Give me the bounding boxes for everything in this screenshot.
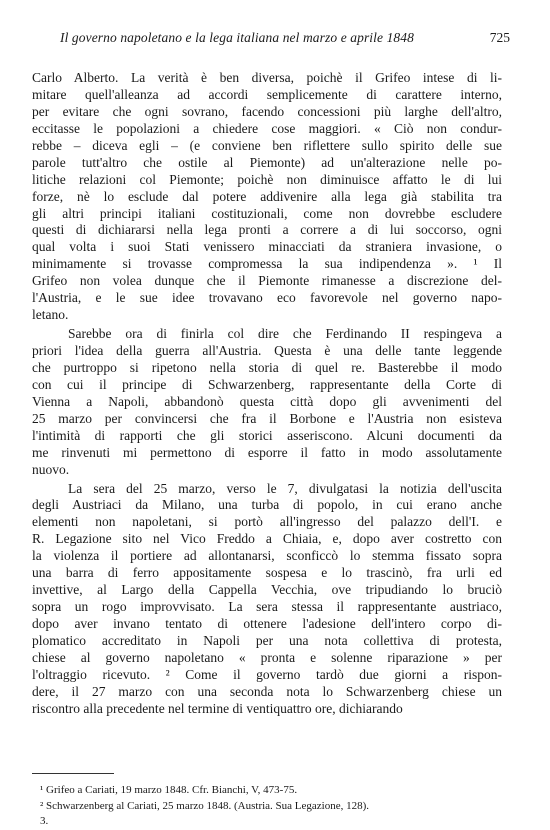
- text-line: nuovo.: [32, 461, 70, 477]
- text-line: me rinvenuti mi permettono di esporre il fatto in modo assolutamente: [32, 444, 502, 460]
- text-line: parole tutt'altro che ostile al Piemonte) ad un'alterazione nelle po-: [32, 154, 502, 170]
- text-line: gli altri principi italiani costituzionali, come non dovrebbe escludere: [32, 205, 502, 221]
- footnote-rule: [32, 773, 114, 774]
- text-line: R. Legazione sito nel Vico Freddo a Chiaia, e, dopo aver costretto con: [32, 531, 502, 547]
- text-line: Vienna a Napoli, abbandonò questa città dopo gli avvenimenti del: [32, 393, 502, 409]
- text-line: mitare quell'alleanza ad accordi semplicemente di carattere interno,: [32, 86, 502, 102]
- text-line: dopo aver invano tentato di ottenere l'adesione dell'intero corpo di-: [32, 616, 502, 631]
- text-line: questi di dichiararsi nella lega pronti a correre a di lui soccorso, ogni: [32, 222, 502, 238]
- text-line: Carlo Alberto. La verità è ben diversa, poichè il Grifeo intese di li-: [32, 70, 502, 85]
- text-line: sopra un rogo improvvisato. La sera stessa il rappresentante austriaco,: [32, 599, 502, 615]
- signature-mark: 3.: [40, 815, 49, 827]
- text-line: chiese al governo napoletano « pronta e solenne riparazione » per: [32, 649, 502, 665]
- header-title: Il governo napoletano e la lega italiana nel marzo e aprile 1848: [60, 30, 414, 45]
- footnote-1: ¹ Grifeo a Cariati, 19 marzo 1848. Cfr. Bianchi, V, 473-75.: [40, 784, 298, 796]
- text-line: con cui il principe di Schwarzenberg, rappresentante della Corte di: [32, 376, 502, 392]
- text-line: Sarebbe ora di finirla col dire che Ferdinando II respingeva a: [68, 326, 502, 342]
- text-line: qual volta i suoi Stati venissero minacciati da straniera invasione, o: [32, 239, 502, 255]
- text-line: forze, nè lo esclude dal potere addivenire alla lega già stabilita tra: [32, 188, 502, 204]
- text-line: riscontro alla precedente nel termine di ventiquattro ore, dichiarando: [32, 700, 403, 716]
- text-line: per evitare che ogni sovrano, facendo concessioni più larghe dell'altro,: [32, 103, 502, 119]
- text-line: rebbe – diceva egli – (e conviene ben riflettere sullo spirito delle sue: [32, 137, 502, 153]
- text-line: elementi non napoletani, si portò all'ingresso del palazzo dell'I. e: [32, 514, 502, 530]
- text-line: priori l'idea della guerra all'Austria. Questa è una delle tante leggende: [32, 343, 502, 358]
- text-line: 25 marzo per convincersi che fra il Borbone e l'Austria non esisteva: [32, 410, 502, 426]
- text-line: minimamente si trovasse compromessa la sua indipendenza ». ¹ Il: [32, 256, 502, 272]
- text-line: una barra di ferro appositamente sospesa e lo trascinò, fra urli ed: [32, 565, 502, 581]
- text-line: plomatico accreditato in Napoli per una nota collettiva di protesta,: [32, 632, 502, 648]
- text-line: eccitasse le popolazioni a chiedere cose maggiori. « Ciò non condur-: [32, 120, 502, 136]
- text-line: invettive, al Largo della Cappella Vecchia, ove tripudiando lo bruciò: [32, 582, 502, 598]
- text-line: dere, il 27 marzo con una seconda nota lo Schwarzenberg chiese un: [32, 683, 502, 699]
- text-line: l'Austria, e le sue idee trovavano eco favorevole nel governo napo-: [32, 290, 502, 306]
- text-line: letano.: [32, 307, 69, 323]
- text-line: l'intimità di rapporti che gli storici asseriscono. Alcuni documenti da: [32, 427, 502, 443]
- footnote-2: ² Schwarzenberg al Cariati, 25 marzo 1848. (Austria. Sua Legazione, 128).: [40, 799, 370, 812]
- running-header: [60, 30, 510, 52]
- text-line: litiche relazioni col Piemonte; poichè non diminuisce affatto le di lui: [32, 171, 502, 187]
- text-line: che purtroppo si ripetono nella storia di quel re. Basterebbe il modo: [32, 359, 502, 375]
- text-line: degli Austriaci da Milano, una turba di popolo, in cui erano anche: [32, 497, 502, 513]
- text-line: Grifeo non volea dunque che il Piemonte rimanesse a discrezione del-: [32, 273, 502, 289]
- text-line: La sera del 25 marzo, verso le 7, divulgatasi la notizia dell'uscita: [68, 480, 502, 496]
- page-number: 725: [489, 30, 510, 45]
- body-text: [32, 70, 502, 718]
- text-line: l'oltraggio ricevuto. ² Come il governo tardò due giorni a rispon-: [32, 666, 502, 682]
- footnotes: [32, 783, 502, 830]
- text-line: la violenza il portiere ad allontanarsi, sconficcò lo stemma fissato sopra: [32, 548, 502, 564]
